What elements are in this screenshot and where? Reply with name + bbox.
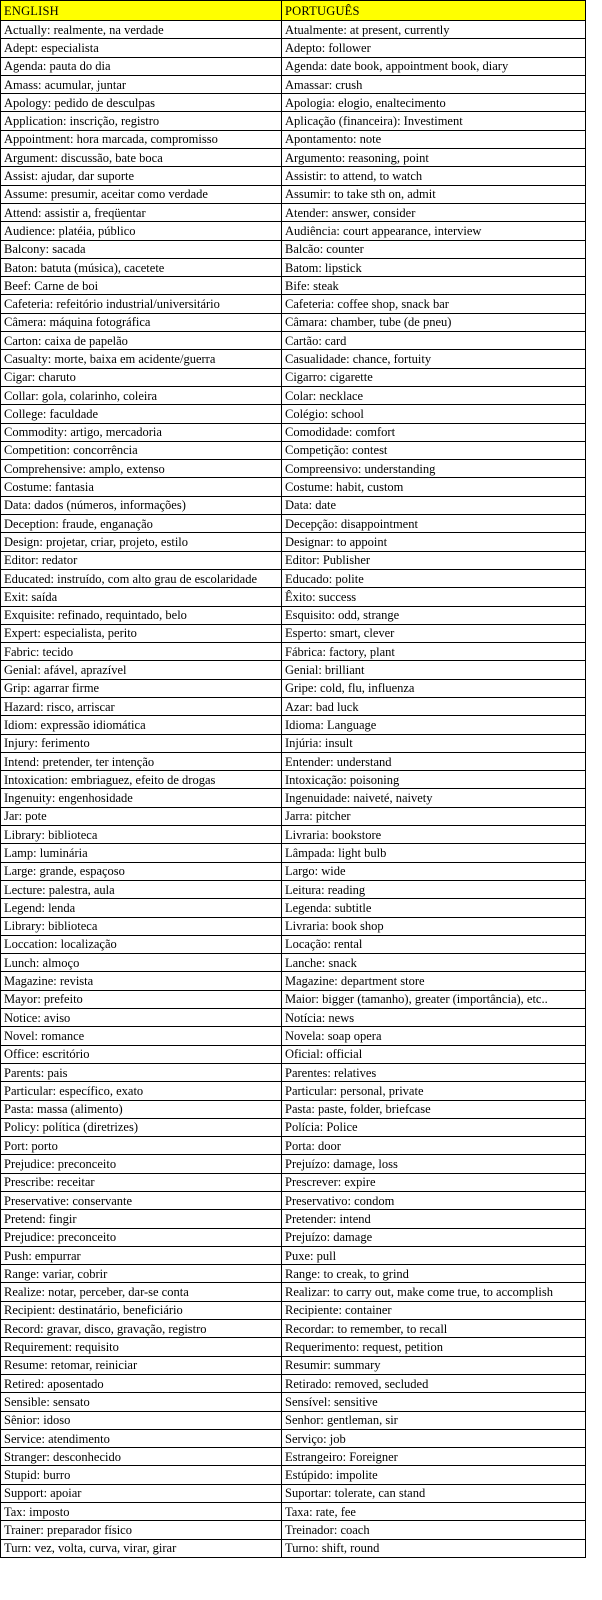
portuguese-term-cell: Câmara: chamber, tube (de pneu) bbox=[282, 313, 586, 331]
english-term-cell: Data: dados (números, informações) bbox=[1, 496, 282, 514]
english-term-cell: Support: apoiar bbox=[1, 1484, 282, 1502]
portuguese-term-cell: Entender: understand bbox=[282, 752, 586, 770]
portuguese-term-cell: Genial: brilliant bbox=[282, 661, 586, 679]
english-term-cell: Push: empurrar bbox=[1, 1246, 282, 1264]
english-term-cell: Costume: fantasia bbox=[1, 478, 282, 496]
portuguese-term-cell: Idioma: Language bbox=[282, 716, 586, 734]
english-term-cell: Realize: notar, perceber, dar-se conta bbox=[1, 1283, 282, 1301]
table-row bbox=[1, 313, 586, 331]
portuguese-term-cell: Pretender: intend bbox=[282, 1210, 586, 1228]
portuguese-term-cell: Designar: to appoint bbox=[282, 533, 586, 551]
table-row bbox=[1, 386, 586, 404]
portuguese-term-cell: Estrangeiro: Foreigner bbox=[282, 1448, 586, 1466]
english-term-cell: Cafeteria: refeitório industrial/universitário bbox=[1, 295, 282, 313]
table-row bbox=[1, 1210, 586, 1228]
portuguese-term-cell: Recordar: to remember, to recall bbox=[282, 1320, 586, 1338]
english-term-cell: Exit: saída bbox=[1, 588, 282, 606]
portuguese-term-cell: Audiência: court appearance, interview bbox=[282, 222, 586, 240]
table-row bbox=[1, 935, 586, 953]
portuguese-term-cell: Atender: answer, consider bbox=[282, 203, 586, 221]
portuguese-term-cell: Cafeteria: coffee shop, snack bar bbox=[282, 295, 586, 313]
portuguese-term-cell: Senhor: gentleman, sir bbox=[282, 1411, 586, 1429]
portuguese-term-cell: Costume: habit, custom bbox=[282, 478, 586, 496]
english-term-cell: Mayor: prefeito bbox=[1, 990, 282, 1008]
table-row bbox=[1, 1173, 586, 1191]
table-row bbox=[1, 149, 586, 167]
portuguese-term-cell: Injúria: insult bbox=[282, 734, 586, 752]
portuguese-term-cell: Porta: door bbox=[282, 1137, 586, 1155]
table-row bbox=[1, 954, 586, 972]
table-row bbox=[1, 332, 586, 350]
portuguese-term-cell: Taxa: rate, fee bbox=[282, 1503, 586, 1521]
portuguese-term-cell: Decepção: disappointment bbox=[282, 515, 586, 533]
english-term-cell: Prescribe: receitar bbox=[1, 1173, 282, 1191]
table-row bbox=[1, 1027, 586, 1045]
english-term-cell: Trainer: preparador físico bbox=[1, 1521, 282, 1539]
table-row bbox=[1, 844, 586, 862]
english-term-cell: Pasta: massa (alimento) bbox=[1, 1100, 282, 1118]
table-row bbox=[1, 624, 586, 642]
portuguese-term-cell: Colégio: school bbox=[282, 405, 586, 423]
portuguese-term-cell: Comodidade: comfort bbox=[282, 423, 586, 441]
portuguese-term-cell: Polícia: Police bbox=[282, 1118, 586, 1136]
table-row bbox=[1, 405, 586, 423]
table-row bbox=[1, 185, 586, 203]
portuguese-term-cell: Competição: contest bbox=[282, 441, 586, 459]
table-row bbox=[1, 1411, 586, 1429]
english-term-cell: Grip: agarrar firme bbox=[1, 679, 282, 697]
table-row bbox=[1, 240, 586, 258]
portuguese-term-cell: Bife: steak bbox=[282, 277, 586, 295]
portuguese-term-cell: Parentes: relatives bbox=[282, 1063, 586, 1081]
portuguese-term-cell: Preservativo: condom bbox=[282, 1192, 586, 1210]
english-term-cell: Application: inscrição, registro bbox=[1, 112, 282, 130]
portuguese-term-cell: Amassar: crush bbox=[282, 75, 586, 93]
english-term-cell: Câmera: máquina fotográfica bbox=[1, 313, 282, 331]
table-row bbox=[1, 368, 586, 386]
table-row bbox=[1, 1063, 586, 1081]
english-term-cell: Lunch: almoço bbox=[1, 954, 282, 972]
portuguese-term-cell: Livraria: bookstore bbox=[282, 826, 586, 844]
portuguese-term-cell: Turno: shift, round bbox=[282, 1539, 586, 1557]
english-term-cell: Library: biblioteca bbox=[1, 917, 282, 935]
table-row bbox=[1, 1045, 586, 1063]
table-row bbox=[1, 899, 586, 917]
portuguese-term-cell: Casualidade: chance, fortuity bbox=[282, 350, 586, 368]
english-term-cell: Actually: realmente, na verdade bbox=[1, 21, 282, 39]
table-row bbox=[1, 1137, 586, 1155]
table-row bbox=[1, 1356, 586, 1374]
table-row bbox=[1, 1484, 586, 1502]
table-row bbox=[1, 990, 586, 1008]
portuguese-term-cell: Apontamento: note bbox=[282, 130, 586, 148]
english-term-cell: Jar: pote bbox=[1, 807, 282, 825]
english-term-cell: Idiom: expressão idiomática bbox=[1, 716, 282, 734]
table-row bbox=[1, 771, 586, 789]
table-row bbox=[1, 222, 586, 240]
english-term-cell: Intoxication: embriaguez, efeito de drogas bbox=[1, 771, 282, 789]
english-term-cell: Large: grande, espaçoso bbox=[1, 862, 282, 880]
table-row bbox=[1, 515, 586, 533]
english-term-cell: Port: porto bbox=[1, 1137, 282, 1155]
english-term-cell: Lamp: luminária bbox=[1, 844, 282, 862]
table-row bbox=[1, 734, 586, 752]
english-term-cell: Argument: discussão, bate boca bbox=[1, 149, 282, 167]
english-term-cell: Editor: redator bbox=[1, 551, 282, 569]
table-row bbox=[1, 1338, 586, 1356]
portuguese-term-cell: Largo: wide bbox=[282, 862, 586, 880]
english-term-cell: Comprehensive: amplo, extenso bbox=[1, 460, 282, 478]
table-row bbox=[1, 679, 586, 697]
portuguese-term-cell: Particular: personal, private bbox=[282, 1082, 586, 1100]
english-term-cell: College: faculdade bbox=[1, 405, 282, 423]
portuguese-term-cell: Batom: lipstick bbox=[282, 258, 586, 276]
portuguese-term-cell: Cartão: card bbox=[282, 332, 586, 350]
table-row bbox=[1, 94, 586, 112]
portuguese-term-cell: Esquisito: odd, strange bbox=[282, 606, 586, 624]
portuguese-term-cell: Balcão: counter bbox=[282, 240, 586, 258]
portuguese-term-cell: Atualmente: at present, currently bbox=[282, 21, 586, 39]
portuguese-term-cell: Range: to creak, to grind bbox=[282, 1265, 586, 1283]
english-term-cell: Genial: afável, aprazível bbox=[1, 661, 282, 679]
portuguese-term-cell: Serviço: job bbox=[282, 1429, 586, 1447]
english-term-cell: Magazine: revista bbox=[1, 972, 282, 990]
portuguese-term-cell: Treinador: coach bbox=[282, 1521, 586, 1539]
english-term-cell: Cigar: charuto bbox=[1, 368, 282, 386]
english-term-cell: Recipient: destinatário, beneficiário bbox=[1, 1301, 282, 1319]
english-term-cell: Casualty: morte, baixa em acidente/guerra bbox=[1, 350, 282, 368]
english-term-cell: Injury: ferimento bbox=[1, 734, 282, 752]
english-term-cell: Ingenuity: engenhosidade bbox=[1, 789, 282, 807]
portuguese-term-cell: Educado: polite bbox=[282, 569, 586, 587]
english-term-cell: Stupid: burro bbox=[1, 1466, 282, 1484]
portuguese-term-cell: Pasta: paste, folder, briefcase bbox=[282, 1100, 586, 1118]
portuguese-column-header: PORTUGUÊS bbox=[282, 1, 586, 21]
table-row bbox=[1, 1192, 586, 1210]
table-row bbox=[1, 661, 586, 679]
english-term-cell: Stranger: desconhecido bbox=[1, 1448, 282, 1466]
portuguese-term-cell: Maior: bigger (tamanho), greater (importância), etc.. bbox=[282, 990, 586, 1008]
portuguese-term-cell: Prescrever: expire bbox=[282, 1173, 586, 1191]
portuguese-term-cell: Êxito: success bbox=[282, 588, 586, 606]
table-row bbox=[1, 972, 586, 990]
table-row bbox=[1, 350, 586, 368]
english-term-cell: Novel: romance bbox=[1, 1027, 282, 1045]
english-term-cell: Pretend: fingir bbox=[1, 1210, 282, 1228]
table-row bbox=[1, 1118, 586, 1136]
english-term-cell: Sênior: idoso bbox=[1, 1411, 282, 1429]
table-row bbox=[1, 1301, 586, 1319]
table-row bbox=[1, 75, 586, 93]
english-term-cell: Service: atendimento bbox=[1, 1429, 282, 1447]
header-row bbox=[1, 1, 586, 21]
english-term-cell: Baton: batuta (música), cacetete bbox=[1, 258, 282, 276]
table-row bbox=[1, 441, 586, 459]
portuguese-term-cell: Livraria: book shop bbox=[282, 917, 586, 935]
portuguese-term-cell: Prejuízo: damage, loss bbox=[282, 1155, 586, 1173]
table-row bbox=[1, 1320, 586, 1338]
portuguese-term-cell: Notícia: news bbox=[282, 1009, 586, 1027]
table-row bbox=[1, 588, 586, 606]
table-row bbox=[1, 112, 586, 130]
table-row bbox=[1, 1082, 586, 1100]
portuguese-term-cell: Intoxicação: poisoning bbox=[282, 771, 586, 789]
portuguese-term-cell: Lanche: snack bbox=[282, 954, 586, 972]
table-row bbox=[1, 1503, 586, 1521]
portuguese-term-cell: Gripe: cold, flu, influenza bbox=[282, 679, 586, 697]
english-column-header: ENGLISH bbox=[1, 1, 282, 21]
portuguese-term-cell: Suportar: tolerate, can stand bbox=[282, 1484, 586, 1502]
portuguese-term-cell: Magazine: department store bbox=[282, 972, 586, 990]
portuguese-term-cell: Novela: soap opera bbox=[282, 1027, 586, 1045]
english-term-cell: Particular: específico, exato bbox=[1, 1082, 282, 1100]
english-term-cell: Agenda: pauta do dia bbox=[1, 57, 282, 75]
portuguese-term-cell: Requerimento: request, petition bbox=[282, 1338, 586, 1356]
english-term-cell: Tax: imposto bbox=[1, 1503, 282, 1521]
english-term-cell: Design: projetar, criar, projeto, estilo bbox=[1, 533, 282, 551]
portuguese-term-cell: Oficial: official bbox=[282, 1045, 586, 1063]
portuguese-term-cell: Argumento: reasoning, point bbox=[282, 149, 586, 167]
portuguese-term-cell: Azar: bad luck bbox=[282, 697, 586, 715]
portuguese-term-cell: Assistir: to attend, to watch bbox=[282, 167, 586, 185]
table-row bbox=[1, 258, 586, 276]
portuguese-term-cell: Fábrica: factory, plant bbox=[282, 643, 586, 661]
table-row bbox=[1, 826, 586, 844]
english-term-cell: Deception: fraude, enganação bbox=[1, 515, 282, 533]
table-row bbox=[1, 716, 586, 734]
portuguese-term-cell: Esperto: smart, clever bbox=[282, 624, 586, 642]
portuguese-term-cell: Compreensivo: understanding bbox=[282, 460, 586, 478]
table-row bbox=[1, 21, 586, 39]
english-term-cell: Resume: retomar, reiniciar bbox=[1, 1356, 282, 1374]
portuguese-term-cell: Estúpido: impolite bbox=[282, 1466, 586, 1484]
english-term-cell: Notice: aviso bbox=[1, 1009, 282, 1027]
table-row bbox=[1, 1100, 586, 1118]
table-row bbox=[1, 1429, 586, 1447]
english-term-cell: Expert: especialista, perito bbox=[1, 624, 282, 642]
table-row bbox=[1, 807, 586, 825]
english-term-cell: Beef: Carne de boi bbox=[1, 277, 282, 295]
portuguese-term-cell: Adepto: follower bbox=[282, 39, 586, 57]
table-row bbox=[1, 277, 586, 295]
english-term-cell: Competition: concorrência bbox=[1, 441, 282, 459]
table-row bbox=[1, 606, 586, 624]
table-row bbox=[1, 478, 586, 496]
english-term-cell: Collar: gola, colarinho, coleira bbox=[1, 386, 282, 404]
portuguese-term-cell: Leitura: reading bbox=[282, 880, 586, 898]
portuguese-term-cell: Cigarro: cigarette bbox=[282, 368, 586, 386]
table-row bbox=[1, 862, 586, 880]
table-row bbox=[1, 697, 586, 715]
table-row bbox=[1, 533, 586, 551]
table-row bbox=[1, 1009, 586, 1027]
table-row bbox=[1, 496, 586, 514]
table-row bbox=[1, 1448, 586, 1466]
portuguese-term-cell: Data: date bbox=[282, 496, 586, 514]
portuguese-term-cell: Lâmpada: light bulb bbox=[282, 844, 586, 862]
portuguese-term-cell: Prejuízo: damage bbox=[282, 1228, 586, 1246]
english-term-cell: Legend: lenda bbox=[1, 899, 282, 917]
english-term-cell: Turn: vez, volta, curva, virar, girar bbox=[1, 1539, 282, 1557]
english-term-cell: Retired: aposentado bbox=[1, 1374, 282, 1392]
english-term-cell: Prejudice: preconceito bbox=[1, 1228, 282, 1246]
table-row bbox=[1, 460, 586, 478]
portuguese-term-cell: Locação: rental bbox=[282, 935, 586, 953]
portuguese-term-cell: Realizar: to carry out, make come true, to accomplish bbox=[282, 1283, 586, 1301]
english-term-cell: Record: gravar, disco, gravação, registro bbox=[1, 1320, 282, 1338]
table-row bbox=[1, 1374, 586, 1392]
portuguese-term-cell: Colar: necklace bbox=[282, 386, 586, 404]
table-row bbox=[1, 1521, 586, 1539]
portuguese-term-cell: Ingenuidade: naiveté, naivety bbox=[282, 789, 586, 807]
english-term-cell: Amass: acumular, juntar bbox=[1, 75, 282, 93]
table-row bbox=[1, 643, 586, 661]
english-term-cell: Audience: platéia, público bbox=[1, 222, 282, 240]
table-row bbox=[1, 1265, 586, 1283]
english-term-cell: Appointment: hora marcada, compromisso bbox=[1, 130, 282, 148]
portuguese-term-cell: Assumir: to take sth on, admit bbox=[282, 185, 586, 203]
table-row bbox=[1, 1539, 586, 1557]
table-row bbox=[1, 39, 586, 57]
english-term-cell: Lecture: palestra, aula bbox=[1, 880, 282, 898]
english-term-cell: Exquisite: refinado, requintado, belo bbox=[1, 606, 282, 624]
table-row bbox=[1, 551, 586, 569]
english-term-cell: Intend: pretender, ter intenção bbox=[1, 752, 282, 770]
english-term-cell: Parents: pais bbox=[1, 1063, 282, 1081]
english-term-cell: Attend: assistir a, freqüentar bbox=[1, 203, 282, 221]
english-term-cell: Balcony: sacada bbox=[1, 240, 282, 258]
portuguese-term-cell: Puxe: pull bbox=[282, 1246, 586, 1264]
portuguese-term-cell: Legenda: subtitle bbox=[282, 899, 586, 917]
table-row bbox=[1, 1228, 586, 1246]
english-term-cell: Office: escritório bbox=[1, 1045, 282, 1063]
english-term-cell: Commodity: artigo, mercadoria bbox=[1, 423, 282, 441]
table-row bbox=[1, 295, 586, 313]
portuguese-term-cell: Editor: Publisher bbox=[282, 551, 586, 569]
english-term-cell: Assume: presumir, aceitar como verdade bbox=[1, 185, 282, 203]
portuguese-term-cell: Agenda: date book, appointment book, diary bbox=[282, 57, 586, 75]
english-term-cell: Educated: instruído, com alto grau de escolaridade bbox=[1, 569, 282, 587]
table-row bbox=[1, 130, 586, 148]
english-term-cell: Carton: caixa de papelão bbox=[1, 332, 282, 350]
portuguese-term-cell: Jarra: pitcher bbox=[282, 807, 586, 825]
table-row bbox=[1, 1393, 586, 1411]
table-row bbox=[1, 1283, 586, 1301]
table-row bbox=[1, 1466, 586, 1484]
english-term-cell: Preservative: conservante bbox=[1, 1192, 282, 1210]
english-term-cell: Requirement: requisito bbox=[1, 1338, 282, 1356]
english-term-cell: Hazard: risco, arriscar bbox=[1, 697, 282, 715]
portuguese-term-cell: Apologia: elogio, enaltecimento bbox=[282, 94, 586, 112]
table-row bbox=[1, 423, 586, 441]
english-term-cell: Policy: política (diretrizes) bbox=[1, 1118, 282, 1136]
table-row bbox=[1, 1246, 586, 1264]
english-term-cell: Sensible: sensato bbox=[1, 1393, 282, 1411]
english-term-cell: Loccation: localização bbox=[1, 935, 282, 953]
table-row bbox=[1, 752, 586, 770]
english-term-cell: Apology: pedido de desculpas bbox=[1, 94, 282, 112]
portuguese-term-cell: Aplicação (financeira): Investiment bbox=[282, 112, 586, 130]
table-row bbox=[1, 917, 586, 935]
english-term-cell: Assist: ajudar, dar suporte bbox=[1, 167, 282, 185]
table-row bbox=[1, 203, 586, 221]
portuguese-term-cell: Resumir: summary bbox=[282, 1356, 586, 1374]
table-row bbox=[1, 569, 586, 587]
portuguese-term-cell: Recipiente: container bbox=[282, 1301, 586, 1319]
table-row bbox=[1, 880, 586, 898]
english-term-cell: Adept: especialista bbox=[1, 39, 282, 57]
portuguese-term-cell: Sensível: sensitive bbox=[282, 1393, 586, 1411]
portuguese-term-cell: Retirado: removed, secluded bbox=[282, 1374, 586, 1392]
table-row bbox=[1, 1155, 586, 1173]
english-term-cell: Library: biblioteca bbox=[1, 826, 282, 844]
table-row bbox=[1, 789, 586, 807]
english-term-cell: Range: variar, cobrir bbox=[1, 1265, 282, 1283]
english-term-cell: Prejudice: preconceito bbox=[1, 1155, 282, 1173]
table-row bbox=[1, 167, 586, 185]
english-term-cell: Fabric: tecido bbox=[1, 643, 282, 661]
table-row bbox=[1, 57, 586, 75]
